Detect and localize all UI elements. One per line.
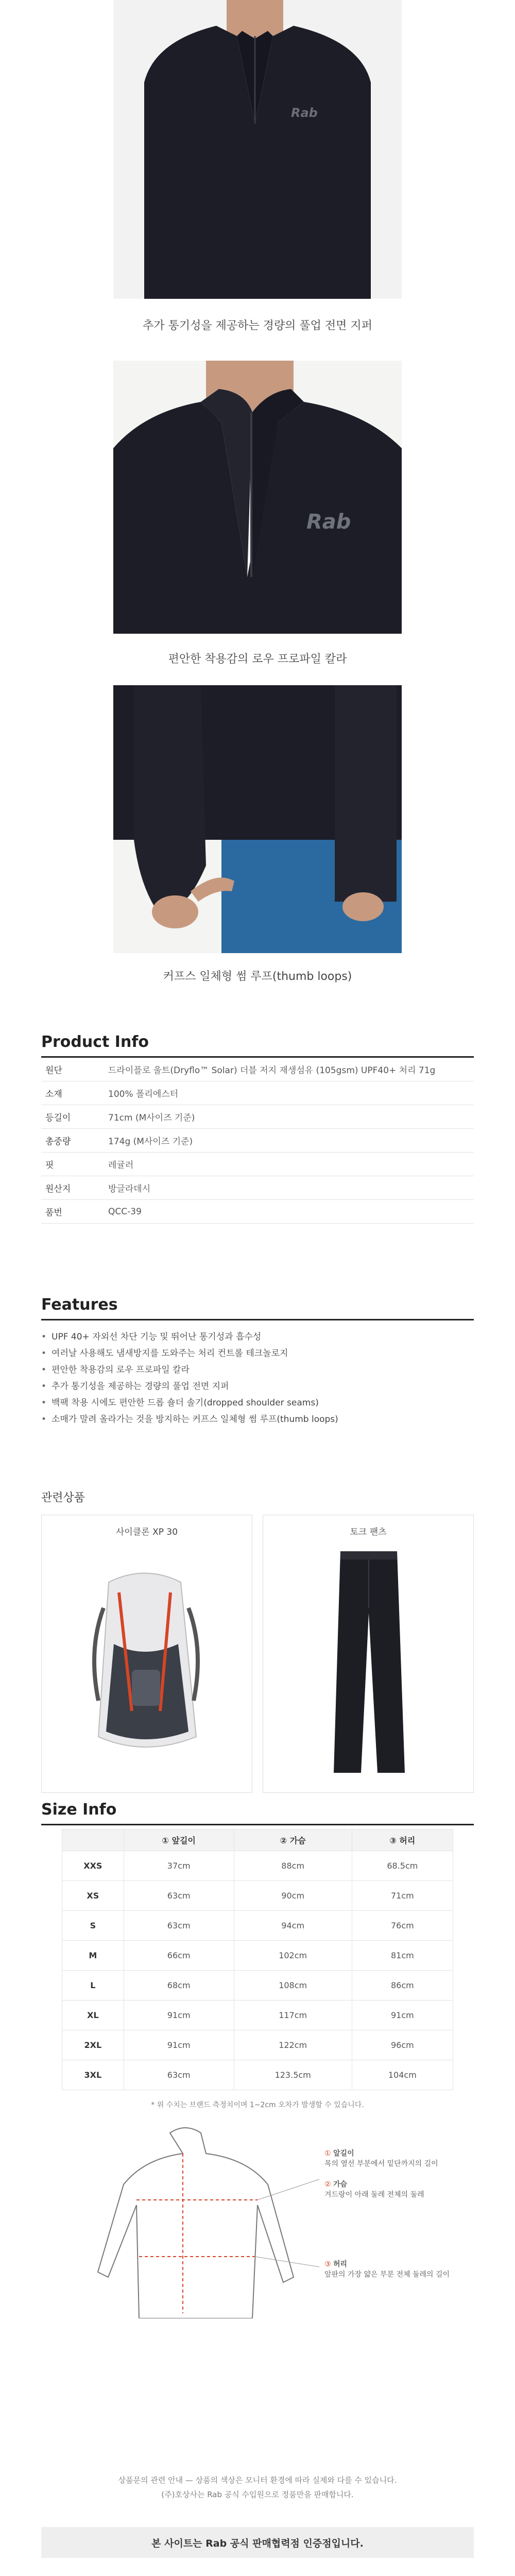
size-cell: XL [62,2001,124,2030]
table-row [62,1941,453,1971]
info-row-material [41,1081,474,1105]
table-row [62,1971,453,2001]
info-value: 레귤러 [108,1160,134,1171]
product-info-title: Product Info [41,1033,149,1051]
size-cell: 76cm [352,1911,453,1941]
size-cell: 68cm [124,1971,234,2001]
size-cell: 66cm [124,1941,234,1971]
info-value: 100% 폴리에스터 [108,1089,179,1099]
thumb-loop-image [113,685,402,953]
size-cell: XXS [62,1851,124,1881]
backpack-image [42,1515,252,1793]
photo-zip-torso [113,0,402,299]
measure-waist [324,2259,458,2280]
photo-collar [113,361,402,634]
size-header-cell [62,1829,124,1851]
official-dealer-bar: 본 사이트는 Rab 공식 판매협력점 인증점입니다. [41,2527,474,2558]
measure-title: 가슴 [333,2180,348,2189]
table-row [62,2030,453,2060]
measure-desc: 겨드랑이 아래 둘레 전체의 둘레 [324,2191,424,2199]
table-row [62,2001,453,2030]
info-value: 방글라데시 [108,1184,151,1194]
table-row [62,1911,453,1941]
photo-thumb-loop [113,685,402,953]
info-value: 71cm (M사이즈 기준) [108,1113,195,1123]
info-key: 등길이 [45,1113,71,1123]
feature-item: • 추가 통기성을 제공하는 경량의 풀업 전면 지퍼 [41,1380,229,1393]
caption-collar: 편안한 착용감의 로우 프로파일 칼라 [168,653,347,666]
caption-zip: 추가 통기성을 제공하는 경량의 풀업 전면 지퍼 [143,319,372,332]
info-key: 원산지 [45,1184,71,1194]
table-row [62,2060,453,2090]
table-row [62,1881,453,1911]
size-cell: 3XL [62,2060,124,2090]
size-cell: 63cm [124,1881,234,1911]
size-cell: 122cm [234,2030,352,2060]
related-card-pants[interactable] [263,1515,474,1793]
size-cell: 91cm [124,2001,234,2030]
size-cell: 108cm [234,1971,352,2001]
notice-text [0,2473,515,2502]
info-key: 소재 [45,1089,62,1099]
notice-line: (주)호상사는 Rab 공식 수입원으로 정품만을 판매합니다. [161,2490,354,2499]
measure-front-length [324,2148,458,2169]
measure-num: ② [324,2180,331,2189]
info-row-weight [41,1129,474,1153]
chest-logo: Rab [291,106,318,120]
size-cell: 71cm [352,1881,453,1911]
size-cell: 88cm [234,1851,352,1881]
table-row [62,1851,453,1881]
size-header-cell: ① 앞길이 [124,1829,234,1851]
measure-desc: 앞판의 가장 얇은 부분 전체 둘레의 길이 [324,2270,450,2279]
info-value: QCC-39 [108,1206,142,1217]
measure-desc: 목의 옆선 부분에서 밑단까지의 길이 [324,2160,438,2168]
size-cell: 94cm [234,1911,352,1941]
size-info-title: Size Info [41,1801,117,1819]
size-header-cell: ② 가슴 [234,1829,352,1851]
size-info-divider [41,1824,474,1825]
feature-item: • 소매가 말려 올라가는 것을 방지하는 커프스 일체형 썸 루프(thumb loops) [41,1413,338,1426]
related-title: 관련상품 [41,1492,85,1504]
features-divider [41,1319,474,1320]
chest-logo-closeup: Rab [306,510,351,534]
related-card-backpack[interactable] [41,1515,252,1793]
measurement-diagram [52,2123,464,2318]
size-cell: L [62,1971,124,2001]
zip-torso-image [113,0,402,299]
info-value: 드라이플로 울트(Dryflo™ Solar) 더블 저지 재생섬유 (105gsm) UPF40+ 처리 71g [108,1065,436,1076]
feature-item: • 여러날 사용해도 냄새방지를 도와주는 처리 컨트롤 테크놀로지 [41,1347,288,1360]
size-cell: XS [62,1881,124,1911]
info-row-fit [41,1153,474,1176]
size-cell: 2XL [62,2030,124,2060]
size-table [62,1829,453,2090]
size-cell: 96cm [352,2030,453,2060]
pants-image [263,1515,473,1793]
size-cell: 37cm [124,1851,234,1881]
size-cell: 91cm [352,2001,453,2030]
info-row-fabric [41,1058,474,1081]
features-title: Features [41,1296,118,1314]
related-name: 사이클론 XP 30 [115,1527,178,1537]
size-cell: 91cm [124,2030,234,2060]
measure-title: 앞길이 [333,2149,354,2158]
related-name: 토크 팬츠 [350,1527,387,1537]
size-header-cell: ③ 허리 [352,1829,453,1851]
measure-title: 허리 [333,2260,348,2268]
size-cell: S [62,1911,124,1941]
measure-num: ① [324,2149,331,2158]
size-cell: 81cm [352,1941,453,1971]
size-cell: 102cm [234,1941,352,1971]
info-key: 품번 [45,1208,62,1218]
measure-chest [324,2179,458,2200]
size-cell: 63cm [124,1911,234,1941]
size-header-row [62,1829,453,1851]
size-cell: 90cm [234,1881,352,1911]
size-cell: 117cm [234,2001,352,2030]
size-cell: M [62,1941,124,1971]
info-row-origin [41,1176,474,1200]
info-row-code [41,1200,474,1224]
caption-thumb-loop: 커프스 일체형 썸 루프(thumb loops) [163,970,352,983]
info-value: 174g (M사이즈 기준) [108,1137,193,1147]
info-key: 핏 [45,1160,54,1171]
feature-item: • UPF 40+ 자외선 차단 기능 및 뛰어난 통기성과 흡수성 [41,1330,261,1344]
size-cell: 123.5cm [234,2060,352,2090]
size-cell: 68.5cm [352,1851,453,1881]
collar-image [113,361,402,634]
size-cell: 86cm [352,1971,453,2001]
info-row-back-length [41,1105,474,1129]
size-note: * 위 수치는 브랜드 측정치이며 1~2cm 오차가 발생할 수 있습니다. [151,2101,364,2109]
feature-item: • 백팩 착용 시에도 편안한 드롭 숄더 솔기(dropped shoulder seams) [41,1396,319,1410]
info-key: 원단 [45,1065,62,1076]
size-cell: 104cm [352,2060,453,2090]
info-key: 총중량 [45,1137,71,1147]
notice-line: 상품문의 관련 안내 — 상품의 색상은 모니터 환경에 따라 실제와 다를 수 있습니다. [118,2476,397,2485]
measure-num: ③ [324,2260,331,2268]
size-cell: 63cm [124,2060,234,2090]
feature-item: • 편안한 착용감의 로우 프로파일 칼라 [41,1363,190,1377]
